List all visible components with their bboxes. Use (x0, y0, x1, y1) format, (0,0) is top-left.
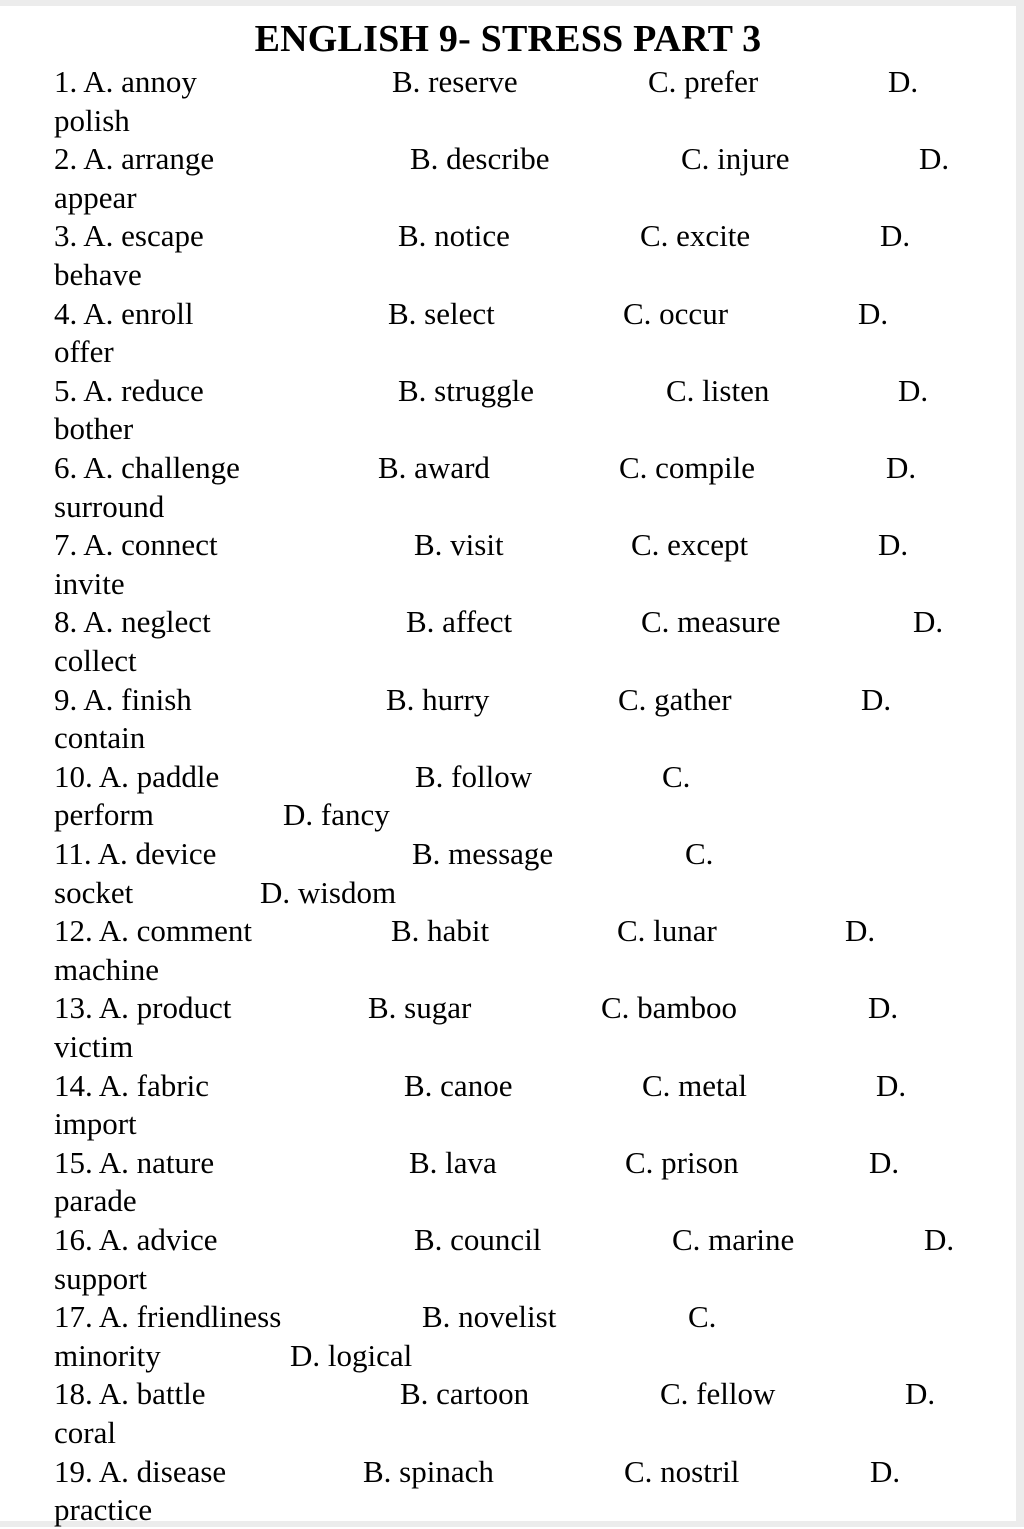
option-b: B. novelist (422, 1299, 557, 1335)
option-d-label: D. (905, 1376, 936, 1412)
option-b: B. habit (391, 913, 490, 949)
option-c: C. except (631, 527, 749, 563)
option-c: C. marine (672, 1222, 795, 1257)
wrapped-option-text: coral (54, 1415, 116, 1450)
option-d-label: D. (880, 218, 911, 254)
option-c: C. (685, 836, 714, 871)
wrapped-option-text: surround (54, 488, 165, 524)
option-b: B. cartoon (400, 1376, 530, 1412)
option-a: 6. A. challenge (54, 450, 240, 485)
option-c: C. bamboo (601, 990, 738, 1026)
option-a: 1. A. annoy (54, 64, 197, 99)
wrapped-option-text: bother (54, 411, 134, 447)
wrapped-option-text: machine (54, 951, 160, 987)
option-b: B. affect (406, 604, 513, 640)
page-title: ENGLISH 9- STRESS PART 3 (254, 18, 762, 60)
wrapped-option-text: minority (54, 1337, 161, 1373)
option-d-label: D. (898, 372, 929, 408)
option-c: C. (662, 758, 691, 794)
option-b: B. reserve (392, 64, 518, 99)
option-a: 16. A. advice (54, 1222, 218, 1257)
option-b: B. hurry (386, 681, 490, 717)
option-a: 12. A. comment (54, 913, 253, 949)
option-a: 19. A. disease (54, 1453, 227, 1489)
option-a: 3. A. escape (54, 218, 204, 254)
option-b: B. follow (415, 758, 533, 794)
option-b: B. select (388, 295, 495, 331)
option-a: 11. A. device (54, 836, 217, 871)
option-d-label: D. (913, 604, 944, 640)
option-b: B. visit (414, 527, 504, 563)
option-b: B. award (378, 450, 490, 485)
option-c: C. prison (625, 1144, 739, 1180)
option-d-label: D. (876, 1067, 907, 1103)
option-b: B. struggle (398, 372, 535, 408)
option-a: 13. A. product (54, 990, 232, 1026)
option-c: C. fellow (660, 1376, 776, 1412)
option-b: B. describe (410, 141, 550, 177)
option-b: B. lava (409, 1144, 497, 1180)
wrapped-option-text: behave (54, 257, 142, 292)
option-c: C. listen (666, 372, 770, 408)
option-b: B. council (414, 1222, 542, 1257)
option-c: C. metal (642, 1067, 748, 1103)
option-d-label: D. (888, 64, 919, 99)
option-a: 17. A. friendliness (54, 1299, 282, 1335)
option-a: 9. A. finish (54, 681, 192, 717)
option-d: D. wisdom (260, 874, 397, 910)
option-a: 4. A. enroll (54, 295, 194, 331)
option-d-label: D. (845, 913, 876, 949)
wrapped-option-text: socket (54, 874, 134, 910)
option-a: 18. A. battle (54, 1376, 206, 1412)
option-d-label: D. (868, 990, 899, 1026)
wrapped-option-text: invite (54, 565, 125, 601)
wrapped-option-text: collect (54, 643, 137, 678)
option-b: B. canoe (404, 1067, 513, 1103)
option-b: B. sugar (368, 990, 472, 1026)
wrapped-option-text: parade (54, 1183, 137, 1219)
option-a: 15. A. nature (54, 1144, 215, 1180)
option-d: D. logical (290, 1337, 413, 1373)
wrapped-option-text: perform (54, 797, 154, 833)
option-a: 8. A. neglect (54, 604, 211, 640)
option-d-label: D. (878, 527, 909, 563)
option-c: C. injure (681, 141, 790, 177)
option-c: C. nostril (624, 1453, 740, 1489)
option-a: 14. A. fabric (54, 1067, 209, 1103)
option-c: C. prefer (648, 64, 759, 99)
option-d-label: D. (924, 1222, 955, 1257)
wrapped-option-text: support (54, 1260, 147, 1296)
option-a: 10. A. paddle (54, 758, 220, 794)
option-d-label: D. (861, 681, 892, 717)
option-d-label: D. (870, 1453, 901, 1489)
option-c: C. measure (641, 604, 781, 640)
option-a: 5. A. reduce (54, 372, 204, 408)
option-c: C. (688, 1299, 717, 1335)
option-b: B. message (412, 836, 554, 871)
wrapped-option-text: polish (54, 102, 130, 138)
option-a: 7. A. connect (54, 527, 218, 563)
wrapped-option-text: appear (54, 179, 137, 215)
option-d-label: D. (919, 141, 950, 177)
wrapped-option-text: practice (54, 1492, 153, 1528)
option-b: B. spinach (363, 1453, 494, 1489)
option-d: D. fancy (283, 797, 390, 833)
wrapped-option-text: import (54, 1106, 137, 1142)
option-d-label: D. (858, 295, 889, 331)
option-d-label: D. (886, 450, 917, 485)
option-c: C. compile (619, 450, 756, 485)
option-a: 2. A. arrange (54, 141, 215, 177)
wrapped-option-text: contain (54, 720, 146, 756)
option-d-label: D. (869, 1144, 900, 1180)
option-c: C. lunar (617, 913, 717, 949)
option-c: C. excite (640, 218, 751, 254)
wrapped-option-text: offer (54, 334, 114, 370)
option-c: C. occur (623, 295, 729, 331)
option-b: B. notice (398, 218, 510, 254)
wrapped-option-text: victim (54, 1029, 134, 1064)
option-c: C. gather (618, 681, 732, 717)
